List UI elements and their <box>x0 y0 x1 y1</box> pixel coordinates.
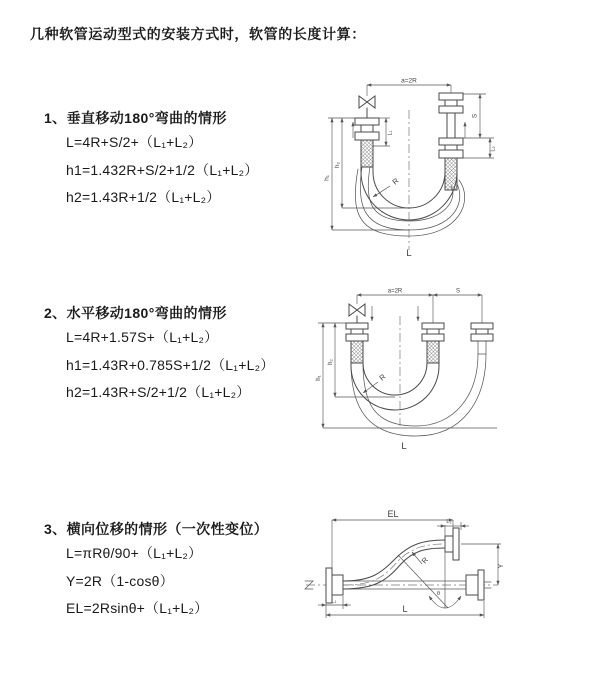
formula-line: h2=1.43R+S/2+1/2（L₁+L₂） <box>66 384 251 400</box>
dim-label-a2r: a=2R <box>387 288 403 295</box>
dimension-s <box>433 289 482 296</box>
section-3-heading: 3、横向位移的情形（一次性变位） <box>44 521 269 537</box>
dim-label-l: L <box>406 248 412 259</box>
section-lateral-displacement <box>44 518 268 623</box>
radius-callout <box>363 372 388 393</box>
left-flange <box>346 323 368 341</box>
formula-line: h2=1.43R+1/2（L₁+L₂） <box>66 189 221 205</box>
dim-label-h1: h₁ <box>316 375 322 381</box>
dim-label-r: R <box>377 372 388 383</box>
left-braided-hose <box>351 341 363 363</box>
dimension-a2r <box>367 78 451 94</box>
diagram-vertical-180-bend <box>306 62 596 267</box>
dim-label-l2: L₂ <box>446 519 452 525</box>
dim-label-h2: h₂ <box>334 161 341 169</box>
dim-label-l1: L₁ <box>387 130 394 136</box>
dimension-el <box>332 509 453 568</box>
hose-curve-moved-position <box>351 354 486 436</box>
formula-line: L=πRθ/90+（L₁+L₂） <box>66 545 203 561</box>
dim-label-h2: h₂ <box>328 359 334 365</box>
formula-line: EL=2Rsinθ+（L₁+L₂） <box>66 600 209 616</box>
formula-line: L=4R+S/2+（L₁+L₂） <box>66 134 203 150</box>
section-1-heading: 1、垂直移动180°弯曲的情形 <box>44 110 227 126</box>
middle-braided-hose <box>427 341 439 363</box>
dimension-l2 <box>463 138 497 158</box>
left-flange <box>355 118 379 140</box>
right-pipe-stub <box>478 341 486 354</box>
diagram-lateral-displacement <box>298 500 600 650</box>
lower-right-flange <box>466 570 491 600</box>
valve-icon <box>349 304 365 323</box>
upper-right-flange <box>445 528 459 560</box>
right-pipe <box>447 113 455 138</box>
radius-callout <box>412 552 430 565</box>
formula-line: Y=2R（1-cosθ） <box>66 572 174 589</box>
formula-line: h1=1.43R+0.785S+1/2（L₁+L₂） <box>66 356 275 373</box>
page-title: 几种软管运动型式的安装方式时，软管的长度计算： <box>30 26 366 42</box>
dim-label-r: R <box>419 555 431 566</box>
formula-line: h1=1.432R+S/2+1/2（L₁+L₂） <box>66 161 259 178</box>
section-2-heading: 2、水平移动180°弯曲的情形 <box>44 305 227 321</box>
dim-label-h1: h₁ <box>323 175 331 181</box>
left-braided-hose <box>361 140 373 167</box>
diagram-horizontal-180-bend <box>308 278 600 468</box>
section-vertical-movement <box>44 107 258 212</box>
middle-flange <box>422 323 444 341</box>
dim-label-s: S <box>471 113 479 119</box>
dim-label-r: R <box>390 176 401 187</box>
dimension-s <box>463 94 494 138</box>
dim-label-l2: L₂ <box>490 146 497 152</box>
right-flange-lower <box>439 138 463 158</box>
dimension-l <box>326 598 484 618</box>
right-braided-hose <box>445 158 457 190</box>
dimension-a2r <box>357 289 433 296</box>
valve-icon <box>359 96 375 118</box>
s-curve-hose <box>343 540 445 589</box>
dim-label-l1: L₁ <box>331 598 337 605</box>
dimension-h1 <box>316 323 497 428</box>
right-flange <box>471 323 493 341</box>
hose-curve-main <box>351 363 439 410</box>
dim-label-theta: θ <box>437 591 441 597</box>
dim-label-a2r: a=2R <box>401 77 417 85</box>
right-flange-upper <box>439 93 463 113</box>
formula-line: L=4R+1.57S+（L₁+L₂） <box>66 329 219 345</box>
radius-callout <box>373 176 401 197</box>
dim-label-l: L <box>402 604 408 614</box>
dimension-l1 <box>318 596 351 609</box>
dim-label-el: EL <box>387 509 399 519</box>
dim-label-s: S <box>455 288 461 295</box>
section-horizontal-movement <box>44 302 274 407</box>
dim-label-l: L <box>401 441 407 452</box>
dim-label-y: Y <box>498 563 505 569</box>
